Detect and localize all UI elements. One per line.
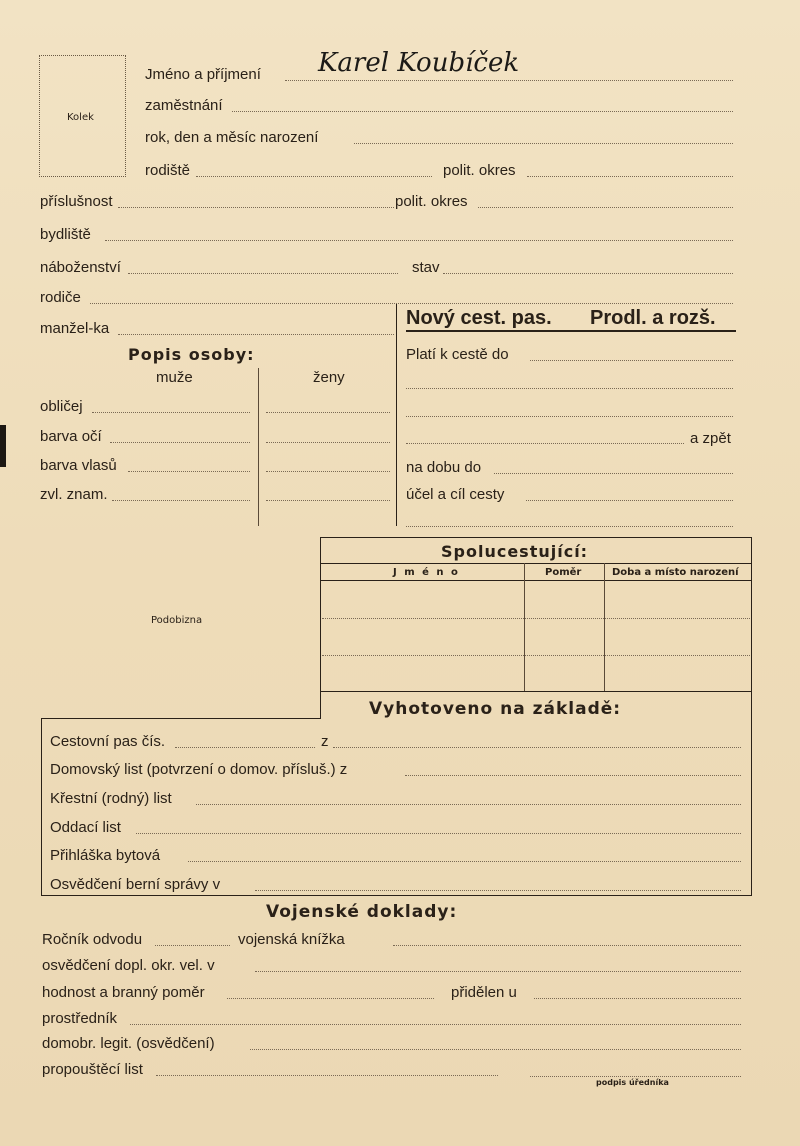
prostrednik-line[interactable] (130, 1024, 741, 1025)
popis-row-3: zvl. znam. (40, 486, 108, 503)
pas-heading-rule (406, 330, 736, 332)
vyhotoveno-bottom (41, 895, 752, 896)
spolu-row-2[interactable] (322, 655, 750, 656)
pridelen-line[interactable] (534, 998, 741, 999)
polit-okres-2-line[interactable] (478, 207, 733, 208)
krestni-label: Křestní (rodný) list (50, 790, 172, 807)
oci-zeny-line[interactable] (266, 442, 390, 443)
jmeno-label: Jméno a příjmení (145, 66, 261, 83)
spolu-col-divider-1 (524, 563, 525, 691)
propousteci-line[interactable] (156, 1075, 498, 1076)
bydliste-label: bydliště (40, 226, 91, 243)
knizka-label: vojenská knížka (238, 931, 345, 948)
popis-row-2: barva vlasů (40, 457, 117, 474)
zpet-line[interactable] (406, 443, 684, 444)
vyhotoveno-title: Vyhotoveno na základě: (369, 699, 622, 719)
podobizna-label: Podobizna (151, 615, 203, 626)
binding-mark (0, 425, 6, 467)
oblicej-zeny-line[interactable] (266, 412, 390, 413)
osvedceni-line[interactable] (255, 890, 741, 891)
z-label: z (321, 733, 329, 750)
znam-zeny-line[interactable] (266, 500, 390, 501)
na-dobu-line[interactable] (494, 473, 733, 474)
znam-muze-line[interactable] (112, 500, 250, 501)
prihlaska-label: Přihláška bytová (50, 847, 161, 864)
vojenske-title: Vojenské doklady: (266, 902, 458, 922)
knizka-line[interactable] (393, 945, 741, 946)
zeny-label: ženy (313, 369, 345, 386)
domovsky-line[interactable] (405, 775, 741, 776)
oddaci-line[interactable] (136, 833, 741, 834)
rodiste-label: rodiště (145, 162, 191, 179)
kolek-label: Kolek (67, 112, 94, 123)
zamestnani-label: zaměstnání (145, 97, 223, 114)
narozeni-line[interactable] (354, 143, 733, 144)
ucel-label: účel a cíl cesty (406, 486, 505, 503)
nabozenstvi-line[interactable] (128, 273, 398, 274)
krestni-line[interactable] (196, 804, 741, 805)
polit-okres-1-line[interactable] (527, 176, 733, 177)
col-jmeno: J m é n o (393, 567, 460, 578)
novy-pas-label: Nový cest. pas. (406, 307, 552, 329)
zamestnani-line[interactable] (232, 111, 733, 112)
hodnost-label: hodnost a branný poměr (42, 984, 205, 1001)
ucel-line-2[interactable] (406, 526, 733, 527)
domobr-line[interactable] (250, 1049, 741, 1050)
rodice-label: rodiče (40, 289, 81, 306)
stav-label: stav (412, 259, 440, 276)
vyhotoveno-left (41, 718, 42, 896)
spolu-bottom (320, 691, 752, 692)
hodnost-line[interactable] (227, 998, 434, 999)
prihlaska-line[interactable] (188, 861, 741, 862)
spolu-col-divider-2 (604, 563, 605, 691)
domobr-label: domobr. legit. (osvědčení) (42, 1035, 215, 1052)
spolu-title: Spolucestující: (441, 542, 589, 561)
rocnik-line[interactable] (155, 945, 230, 946)
manzel-label: manžel-ka (40, 320, 110, 337)
popis-row-1: barva očí (40, 428, 102, 445)
plati-line-2[interactable] (406, 388, 733, 389)
popis-row-0: obličej (40, 398, 83, 415)
rodiste-line[interactable] (196, 176, 432, 177)
bydliste-line[interactable] (105, 240, 733, 241)
nabozenstvi-label: náboženství (40, 259, 121, 276)
cestovni-line[interactable] (175, 747, 315, 748)
popis-divider (258, 368, 259, 526)
domovsky-label: Domovský list (potvrzení o domov. přísluš.) z (50, 761, 348, 778)
plati-label: Platí k cestě do (406, 346, 509, 363)
col-pomer: Poměr (545, 567, 582, 578)
spolu-row-1[interactable] (322, 618, 750, 619)
podpis-label: podpis úředníka (596, 1078, 669, 1087)
narozeni-label: rok, den a měsíc narození (145, 129, 319, 146)
osvedceni-label: Osvědčení berní správy v (50, 876, 221, 893)
vyhotoveno-top-left (41, 718, 321, 719)
muze-label: muže (156, 369, 193, 386)
cestovni-label: Cestovní pas čís. (50, 733, 166, 750)
oci-muze-line[interactable] (110, 442, 250, 443)
polit-okres-2-label: polit. okres (395, 193, 468, 210)
a-zpet-label: a zpět (690, 430, 731, 447)
prostrednik-label: prostředník (42, 1010, 118, 1027)
vlasy-muze-line[interactable] (128, 471, 250, 472)
box-right (751, 537, 752, 896)
prislusnost-label: příslušnost (40, 193, 113, 210)
vlasy-zeny-line[interactable] (266, 471, 390, 472)
prislusnost-line[interactable] (118, 207, 394, 208)
osvedceni-dopl-label: osvědčení dopl. okr. vel. v (42, 957, 215, 974)
popis-title: Popis osoby: (128, 345, 255, 364)
plati-line-3[interactable] (406, 416, 733, 417)
rodice-line[interactable] (90, 303, 733, 304)
stav-line[interactable] (443, 273, 733, 274)
oddaci-label: Oddací list (50, 819, 121, 836)
na-dobu-label: na dobu do (406, 459, 482, 476)
cestovni-z-line[interactable] (333, 747, 741, 748)
prodl-label: Prodl. a rozš. (590, 307, 716, 329)
rocnik-label: Ročník odvodu (42, 931, 143, 948)
spolu-top (320, 537, 752, 538)
polit-okres-1-label: polit. okres (443, 162, 516, 179)
propousteci-label: propouštěcí list (42, 1061, 143, 1078)
plati-line[interactable] (530, 360, 733, 361)
signature-name: Karel Koubíček (318, 48, 520, 78)
oblicej-muze-line[interactable] (92, 412, 250, 413)
jmeno-line[interactable] (285, 80, 733, 81)
spolu-header-bottom (320, 580, 752, 581)
spolu-header-top (320, 563, 752, 564)
col-doba: Doba a místo narození (612, 567, 739, 578)
manzel-line[interactable] (118, 334, 394, 335)
osvedceni-dopl-line[interactable] (255, 971, 741, 972)
pas-divider (396, 304, 397, 526)
pridelen-label: přidělen u (451, 984, 517, 1001)
podpis-line[interactable] (530, 1076, 741, 1077)
ucel-line[interactable] (526, 500, 733, 501)
